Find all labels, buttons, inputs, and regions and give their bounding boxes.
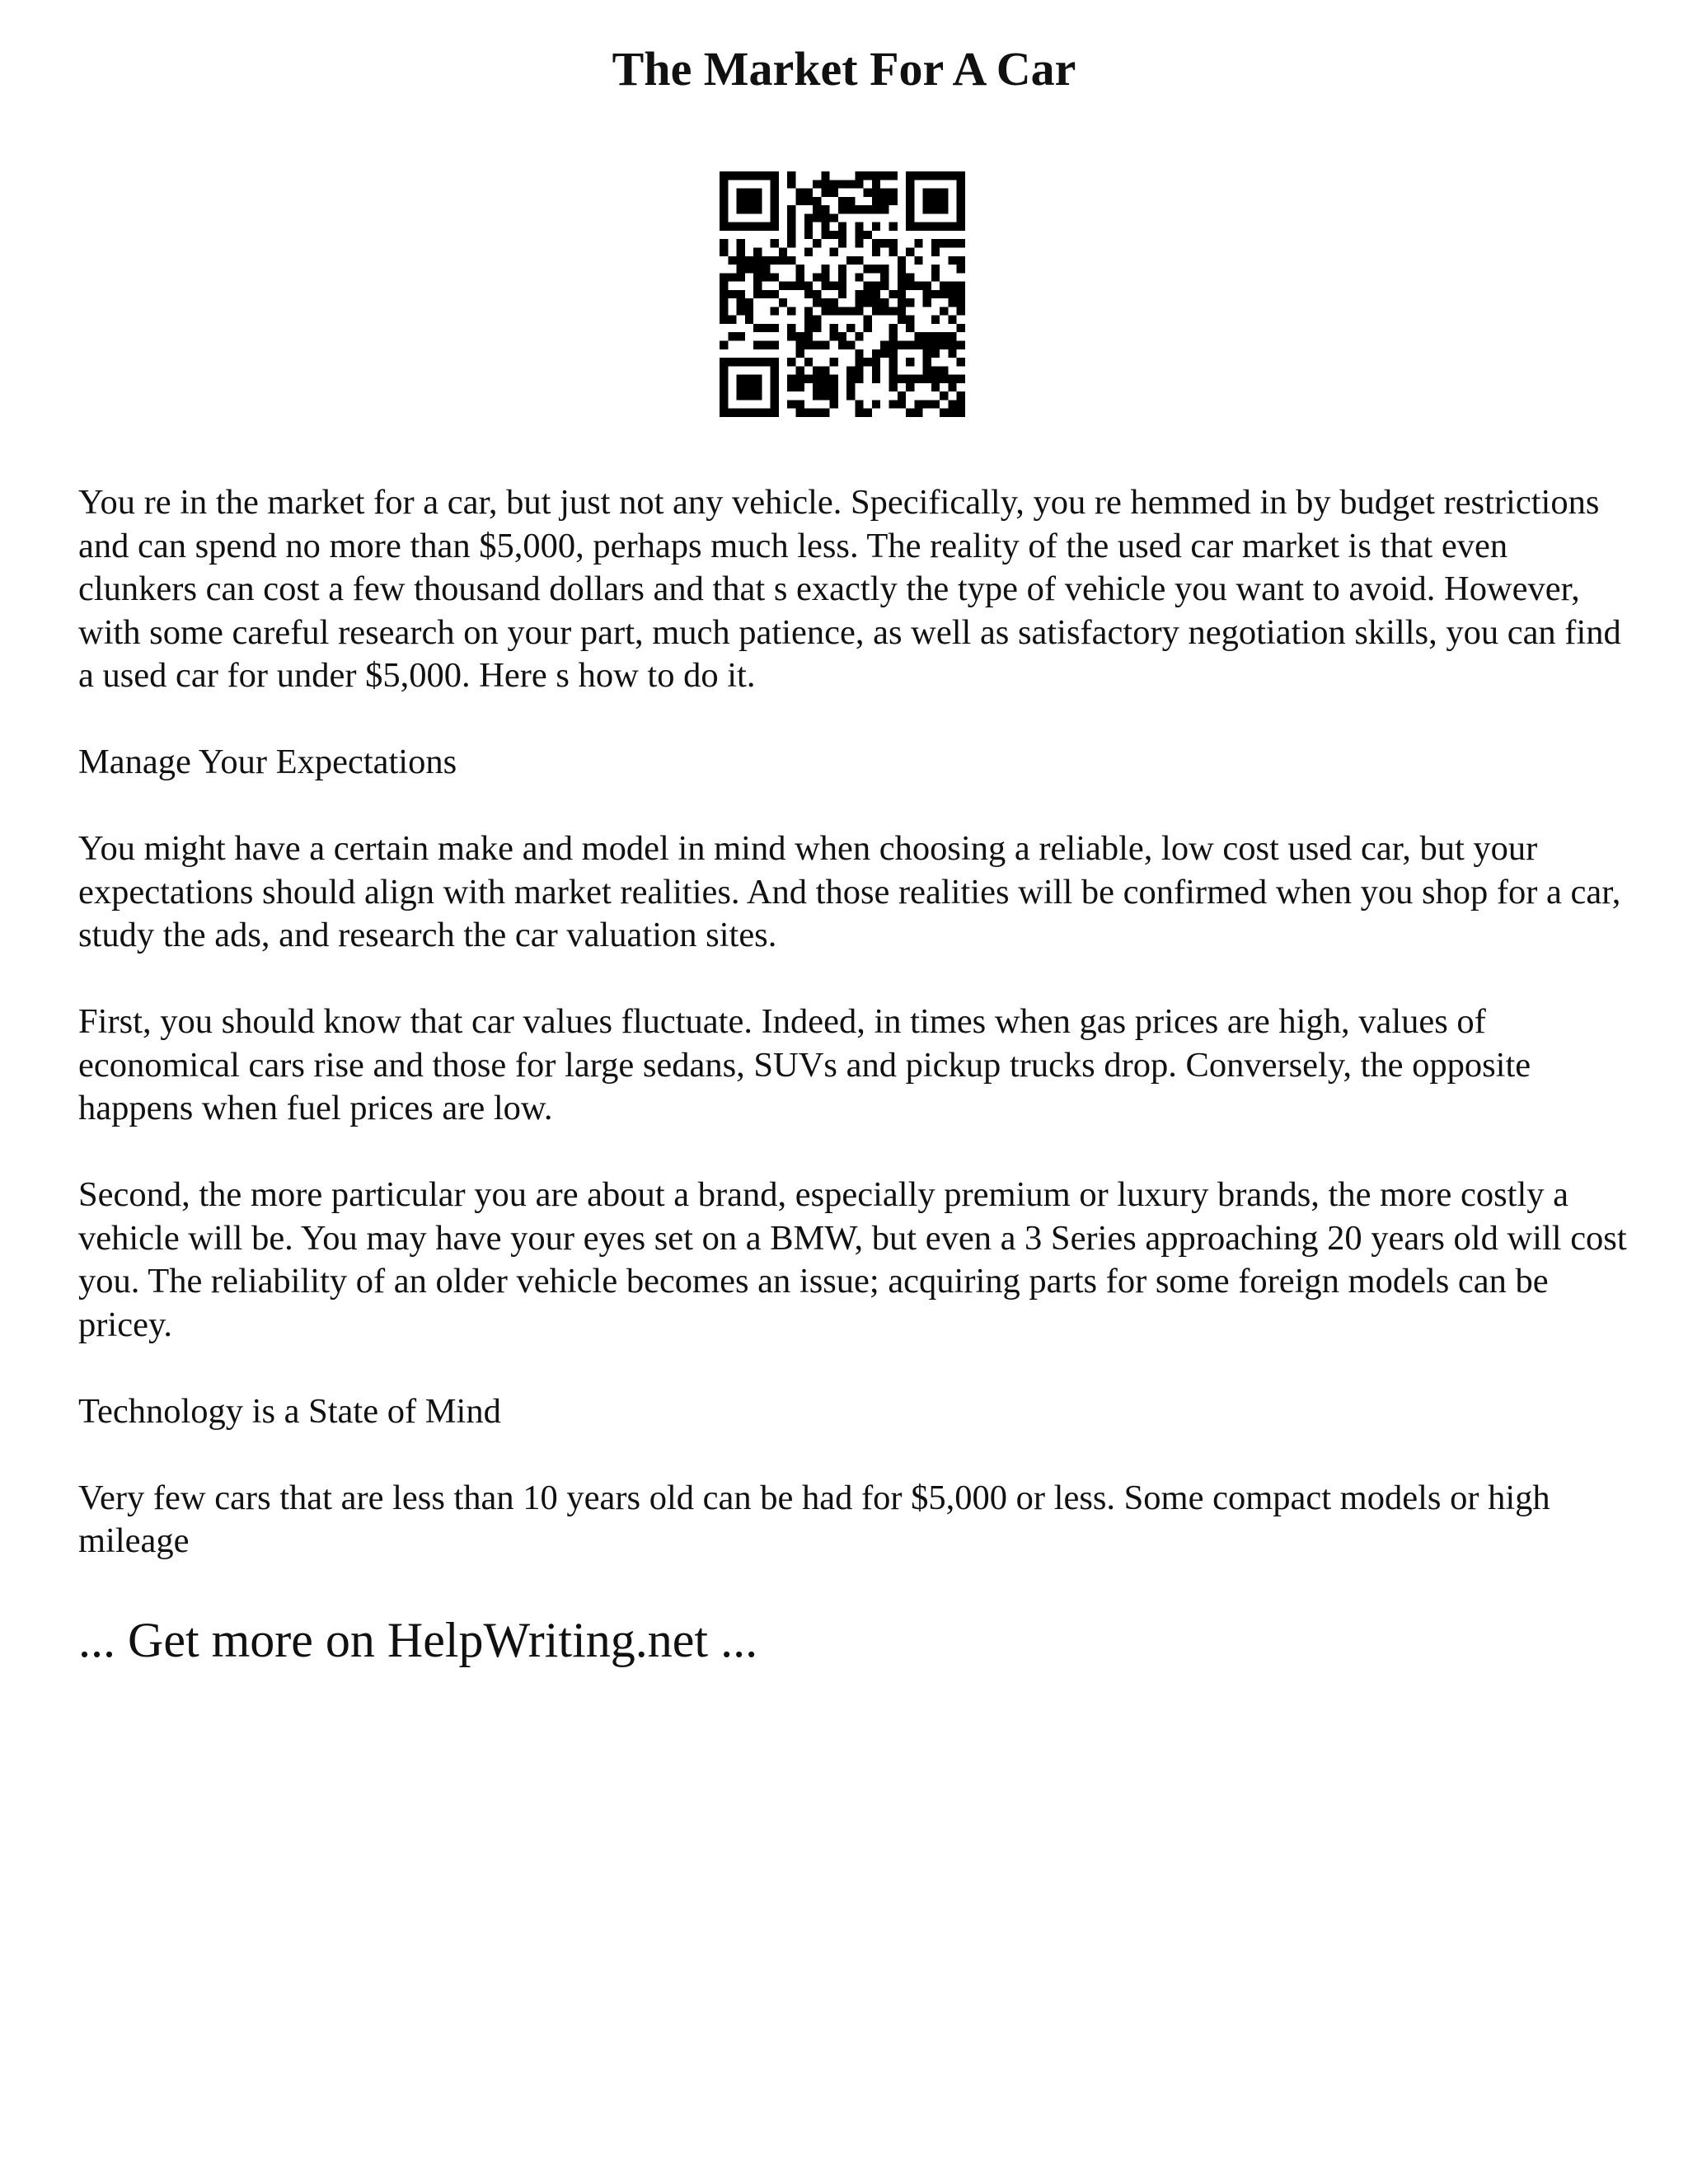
brand-cost-paragraph: Second, the more particular you are about a brand, especially premium or luxury brands, the more costly a vehicle will be. You may have your eyes set on a BMW, but even a 3 Series approaching 20 years old will cost you. The reliability of an older vehicle becomes an issue; acquiring parts for some foreign models can be pricey. — [78, 1175, 1627, 1344]
section-heading-technology: Technology is a State of Mind — [78, 1391, 501, 1431]
technology-paragraph: Very few cars that are less than 10 years old can be had for $5,000 or less. Some compact models or high mileage — [78, 1478, 1550, 1560]
car-values-paragraph: First, you should know that car values fluctuate. Indeed, in times when gas prices are high, values of economical cars rise and those for large sedans, SUVs and pickup trucks drop. Conversely, the opposite happens when fuel prices are low. — [78, 1002, 1531, 1127]
article-body — [78, 481, 1628, 1563]
intro-paragraph: You re in the market for a car, but just not any vehicle. Specifically, you re hemmed in by budget restrictions and can spend no more than $5,000, perhaps much less. The reality of the used car market is that even clunkers can cost a few thousand dollars and that s exactly the type of vehicle you want to avoid. However, with some careful research on your part, much patience, as well as satisfactory negotiation skills, you can find a used car for under $5,000. Here s how to do it. — [78, 483, 1621, 695]
qr-code-icon — [720, 171, 965, 417]
expectations-paragraph: You might have a certain make and model in mind when choosing a reliable, low cost used car, but your expectations should align with market realities. And those realities will be confirmed when you shop for a car, study the ads, and research the car valuation sites. — [78, 829, 1621, 954]
section-heading-manage-expectations: Manage Your Expectations — [78, 743, 457, 781]
page-title: The Market For A Car — [612, 42, 1076, 96]
get-more-link[interactable]: ... Get more on HelpWriting.net ... — [78, 1613, 758, 1667]
